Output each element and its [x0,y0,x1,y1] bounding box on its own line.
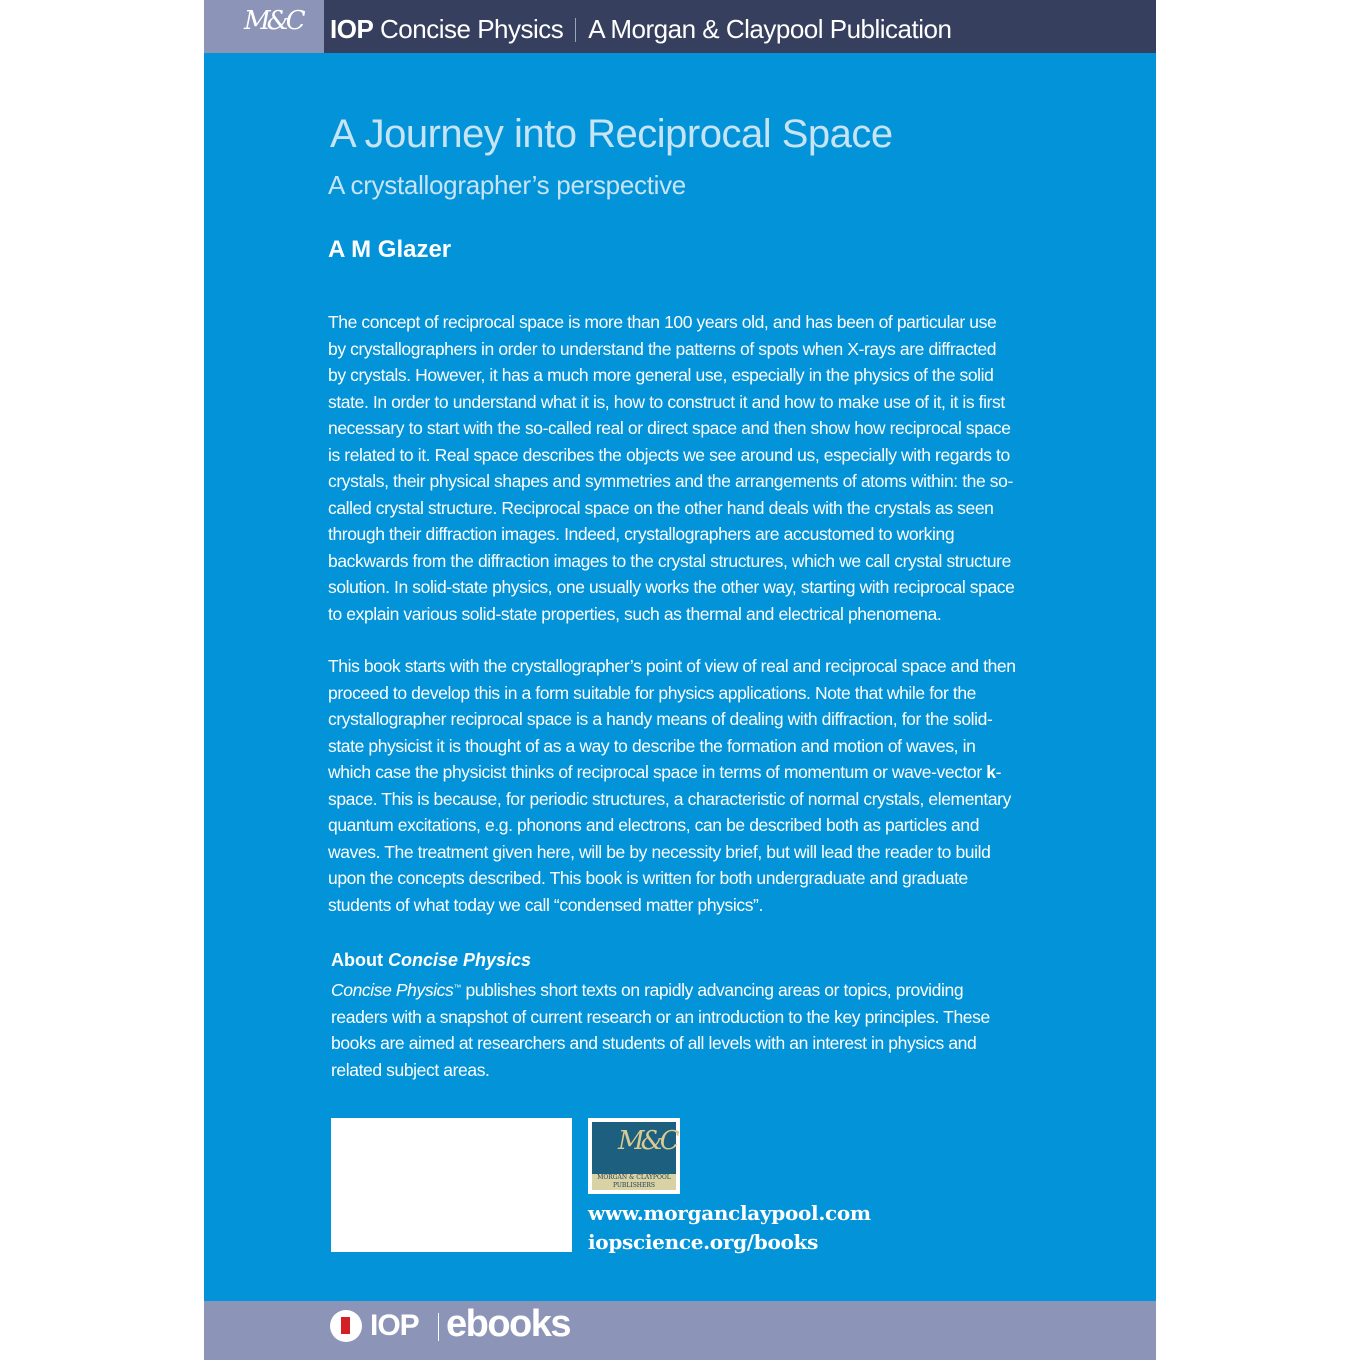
series-name: Concise Physics [380,14,564,44]
book-author: A M Glazer [328,236,452,263]
header-divider [575,18,576,42]
description-paragraph-1: The concept of reciprocal space is more than 100 years old, and has been of particular use by crystallographers in order to understand the patterns of spots when X-rays are diffracted by crystals. However, it has a much more general use, especially in the physics of the solid state. In order to understand what it is, how to construct it and how to make use of it, it is first necessary to start with the so-called real or direct space and then show how reciprocal space is related to it. Real space describes the objects we see around us, especially with regards to crystals, their physical shapes and symmetries and the arrangements of atoms within: the so-called crystal structure. Reciprocal space on the other hand deals with the crystals as seen through their diffraction images. Indeed, crystallographers are accustomed to working backwards from the diffraction images to the crystal structures, which we call crystal structure solution. In solid-state physics, one usually works the other way, starting with reciprocal space to explain various solid-state properties, such as thermal and electrical phenomena. [328,312,1015,624]
footer-iop: IOP [370,1309,419,1342]
description-paragraph-2 [328,653,1018,918]
about-heading [331,950,531,971]
trademark-symbol: ™ [453,983,461,992]
footer-divider [438,1313,439,1341]
about-text [331,975,1011,1083]
barcode-placeholder [331,1118,572,1252]
footer-bar [204,1301,1156,1360]
morgan-claypool-publisher-logo [588,1118,680,1194]
description-paragraph-2-end: -space. This is because, for periodic structures, a characteristic of normal crystals, elementary quantum excitations, e.g. phonons and electrons, can be described both as particles and waves. The treatment given here, will be by necessity brief, but will lead the reader to build upon the concepts described. This book is written for both undergraduate and graduate students of what today we call “condensed matter physics”. [328,762,1011,915]
publisher-logo-inner [592,1122,676,1190]
mc-monogram-icon: M&C [618,1126,676,1156]
about-text-body: publishes short texts on rapidly advancing areas or topics, providing readers with a snapshot of current research or an introduction to the key principles. These books are aimed at researchers and students of all levels with an interest in physics and related subject areas. [331,980,990,1080]
publisher-logo-caption: MORGAN & CLAYPOOL PUBLISHERS [592,1174,676,1190]
series-iop: IOP [330,14,374,44]
series-header-bar [204,0,1156,53]
footer-ebooks: ebooks [446,1303,571,1345]
about-heading-series: Concise Physics [387,950,532,970]
iopscience-url[interactable]: iopscience.org/books [588,1230,819,1254]
series-line [330,14,951,45]
book-back-cover [204,0,1156,1360]
morgan-claypool-logo-icon: M&C [244,6,302,36]
publisher-line: A Morgan & Claypool Publication [588,14,952,44]
morganclaypool-url[interactable]: www.morganclaypool.com [588,1201,871,1225]
book-title: A Journey into Reciprocal Space [330,112,893,156]
book-subtitle: A crystallographer’s perspective [328,170,686,200]
description-paragraph-2-start: This book starts with the crystallographer’s point of view of real and reciprocal space and then proceed to develop this in a form suitable for physics applications. Note that while for the crystallographer reciprocal space is a handy means of dealing with diffraction, for the solid-state physicist it is thought of as a way to describe the formation and motion of waves, in which case the physicist thinks of reciprocal space in terms of momentum or wave-vector [328,656,1016,782]
about-heading-prefix: About [331,950,388,970]
iop-logo-icon [330,1310,362,1342]
k-symbol: k [986,762,996,782]
about-series-name: Concise Physics [331,980,454,1000]
publisher-logo-box [204,0,324,53]
